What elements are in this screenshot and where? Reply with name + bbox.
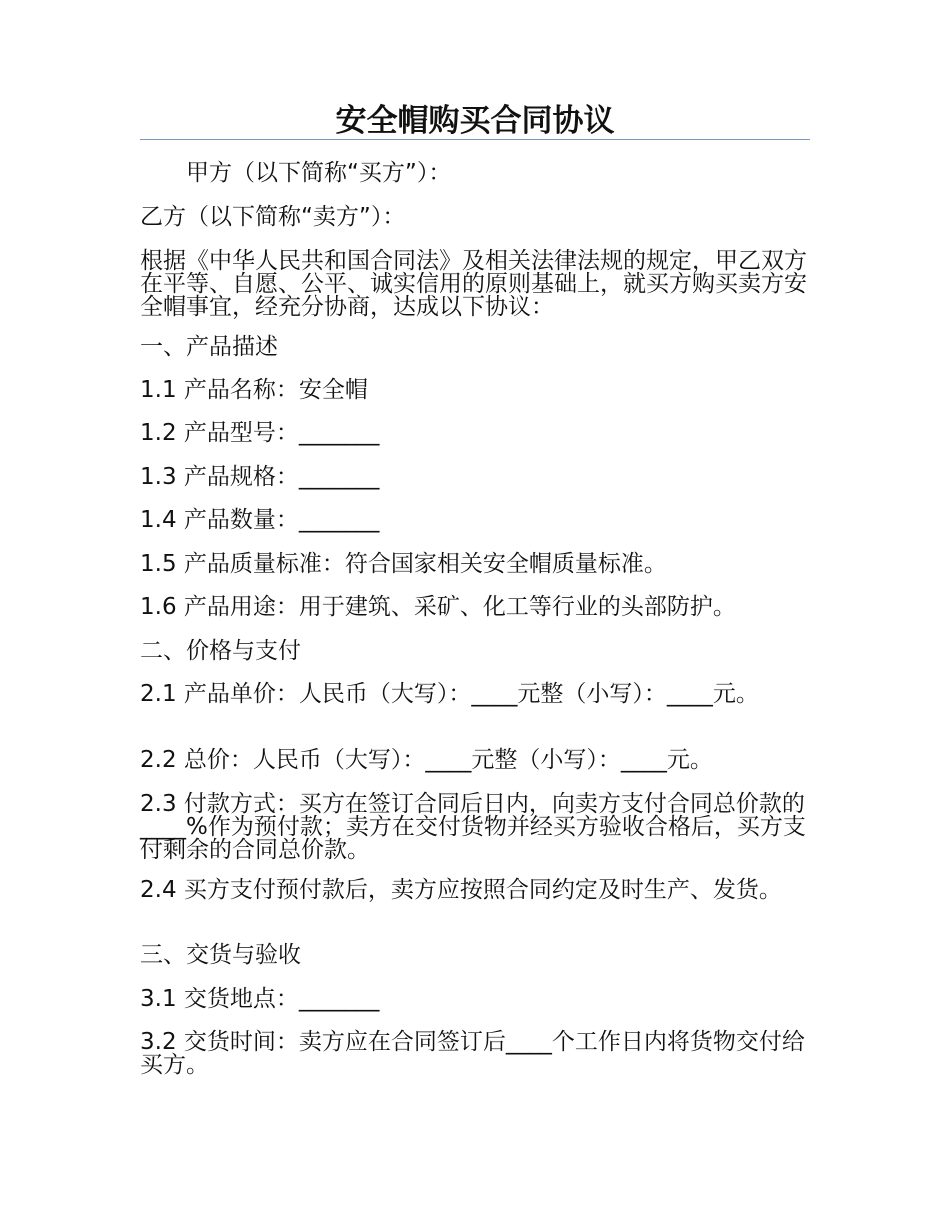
section-heading-product: 一、产品描述 [140,334,278,360]
clause-1-2: 1.2 产品型号：_______ [140,420,380,446]
clause-1-1: 1.1 产品名称：安全帽 [140,377,368,403]
clause-1-4: 1.4 产品数量：_______ [140,507,380,533]
party-b-line: 乙方（以下简称“卖方”）： [140,204,406,230]
clause-3-2: 3.2 交货时间：卖方应在合同签订后____个工作日内将货物交付给买方。 [140,1029,805,1078]
clause-2-4: 2.4 买方支付预付款后，卖方应按照合同约定及时生产、发货。 [140,877,782,903]
title-underline [140,139,810,140]
section-heading-price: 二、价格与支付 [140,638,301,664]
clause-2-2: 2.2 总价：人民币（大写）：____元整（小写）：____元。 [140,747,713,773]
clause-3-1: 3.1 交货地点：_______ [140,986,380,1012]
party-a-line: 甲方（以下简称“买方”）： [186,160,452,186]
clause-2-3: 2.3 付款方式：买方在签订合同后日内，向卖方支付合同总价款的____%作为预付款；卖方在交付货物并经买方验收合格后，买方支付剩余的合同总价款。 [140,791,806,863]
document-title: 安全帽购买合同协议 [335,103,615,139]
clause-1-5: 1.5 产品质量标准：符合国家相关安全帽质量标准。 [140,551,667,577]
section-heading-delivery: 三、交货与验收 [140,942,301,968]
clause-1-6: 1.6 产品用途：用于建筑、采矿、化工等行业的头部防护。 [140,594,736,620]
clause-1-3: 1.3 产品规格：_______ [140,464,380,490]
preamble-paragraph: 根据《中华人民共和国合同法》及相关法律法规的规定，甲乙双方在平等、自愿、公平、诚实信用的原则基础上，就买方购买卖方安全帽事宜，经充分协商，达成以下协议： [140,248,807,320]
clause-2-1: 2.1 产品单价：人民币（大写）：____元整（小写）：____元。 [140,681,759,707]
